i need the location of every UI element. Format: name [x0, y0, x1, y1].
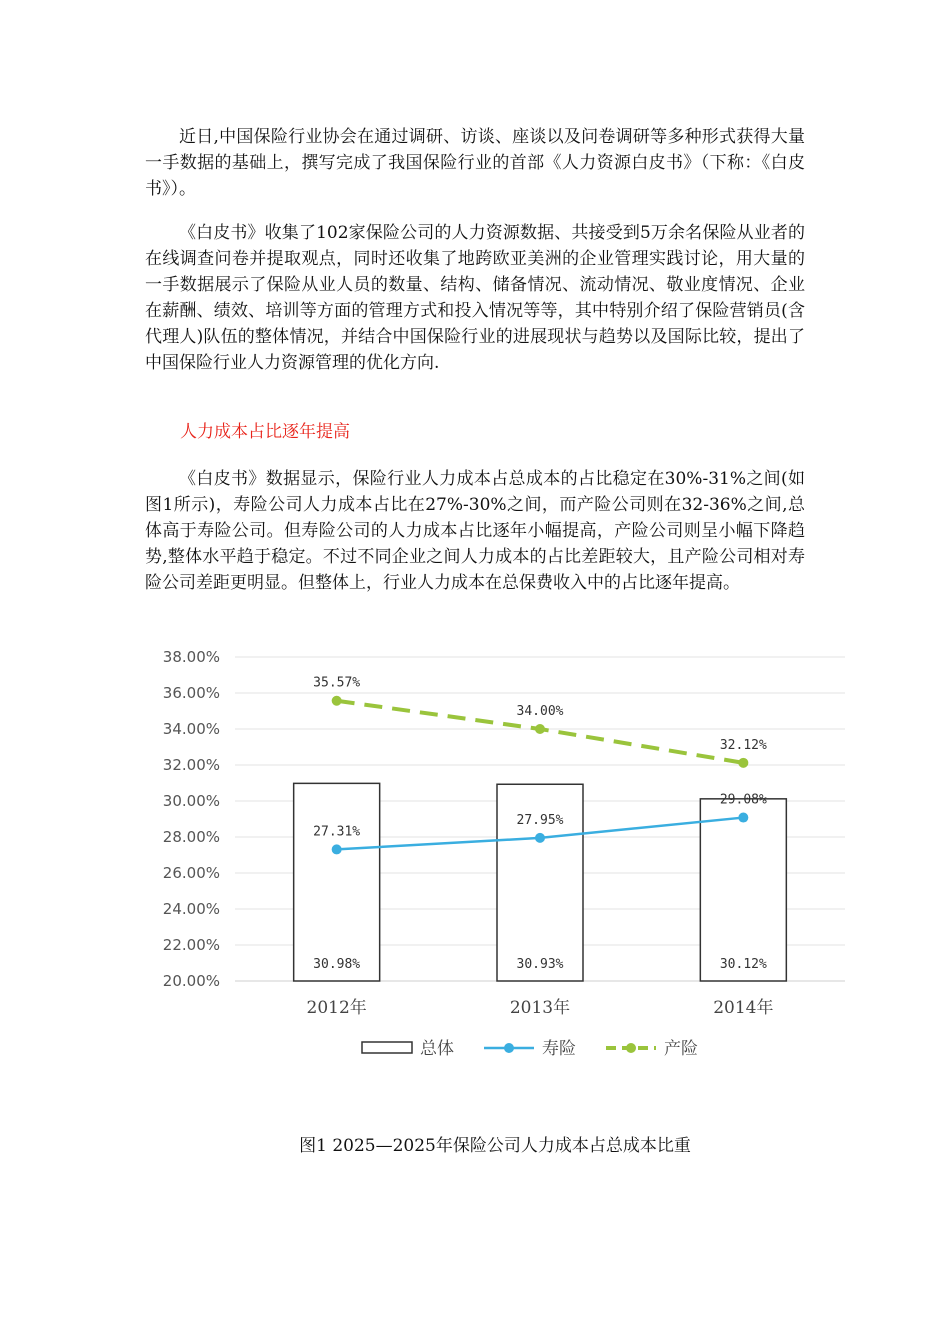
bar-total-2 [700, 799, 786, 981]
y-tick-label: 32.00% [162, 756, 220, 774]
data-label: 35.57% [313, 675, 361, 691]
point-life-2 [738, 813, 748, 823]
data-label: 27.95% [516, 812, 564, 828]
labor-cost-chart [140, 640, 860, 1080]
point-life-0 [332, 844, 342, 854]
data-label: 32.12% [719, 737, 767, 753]
y-tick-label: 22.00% [162, 936, 220, 954]
intro-paragraph: 近日,中国保险行业协会在通过调研、访谈、座谈以及问卷调研等多种形式获得大量一手数据的基础上，撰写完成了我国保险行业的首部《人力资源白皮书》（下称：《白皮书》）。 [145, 127, 805, 199]
data-findings-paragraph: 《白皮书》数据显示，保险行业人力成本占总成本的占比稳定在30%-31%之间(如图1所示)，寿险公司人力成本占比在27%-30%之间，而产险公司则在32-36%之间,总体高于寿险公司。但寿险公司的人力成本占比逐年小幅提高，产险公司则呈小幅下降趋势,整体水平趋于稳定。不过不同企业之间人力成本的占比差距较大，且产险公司相对寿险公司差距更明显。但整体上，行业人力成本在总保费收入中的占比逐年提高。 [145, 469, 805, 593]
data-label: 34.00% [516, 704, 564, 719]
y-tick-label: 28.00% [162, 828, 220, 846]
section-heading: 人力成本占比逐年提高 [180, 422, 350, 442]
y-tick-label: 24.00% [162, 900, 220, 918]
point-property-1 [535, 724, 545, 734]
y-tick-label: 34.00% [162, 720, 220, 738]
point-life-1 [535, 833, 545, 843]
x-axis-categories [307, 997, 774, 1018]
chart-legend [362, 1039, 698, 1059]
bar-data-label: 30.98% [313, 957, 361, 972]
bar-total-0 [294, 783, 380, 981]
bar-data-label: 30.93% [516, 957, 564, 972]
legend-swatch-total [362, 1042, 412, 1053]
whitepaper-summary-paragraph: 《白皮书》收集了102家保险公司的人力资源数据、共接受到5万余名保险从业者的在线调查问卷并提取观点，同时还收集了地跨欧亚美洲的企业管理实践讨论，用大量的一手数据展示了保险从业人员的数量、结构、储备情况、流动情况、敬业度情况、企业在薪酬、绩效、培训等方面的管理方式和投入情况等等，其中特别介绍了保险营销员(含代理人)队伍的整体情况，并结合中国保险行业的进展现状与趋势以及国际比较，提出了中国保险行业人力资源管理的优化方向. [145, 223, 805, 373]
data-label: 29.08% [719, 792, 767, 808]
bar-data-label: 30.12% [719, 957, 767, 972]
y-tick-label: 30.00% [162, 792, 220, 810]
point-property-0 [332, 696, 342, 706]
data-label: 27.31% [313, 824, 361, 840]
x-category-label: 2012年 [306, 998, 367, 1018]
legend-label: 总体 [420, 1039, 454, 1059]
y-axis-ticks [163, 648, 220, 990]
x-category-label: 2013年 [509, 998, 571, 1018]
y-tick-label: 20.00% [162, 972, 220, 990]
legend-label: 寿险 [542, 1039, 576, 1059]
legend-swatch-marker [504, 1043, 514, 1053]
point-property-2 [738, 758, 748, 768]
legend-swatch-marker [626, 1043, 636, 1053]
y-tick-label: 38.00% [162, 648, 220, 666]
y-tick-label: 36.00% [162, 684, 220, 702]
legend-label: 产险 [664, 1039, 698, 1059]
y-tick-label: 26.00% [162, 864, 220, 882]
figure-caption: 图1 2025—2025年保险公司人力成本占总成本比重 [299, 1136, 691, 1156]
x-category-label: 2014年 [713, 998, 774, 1018]
